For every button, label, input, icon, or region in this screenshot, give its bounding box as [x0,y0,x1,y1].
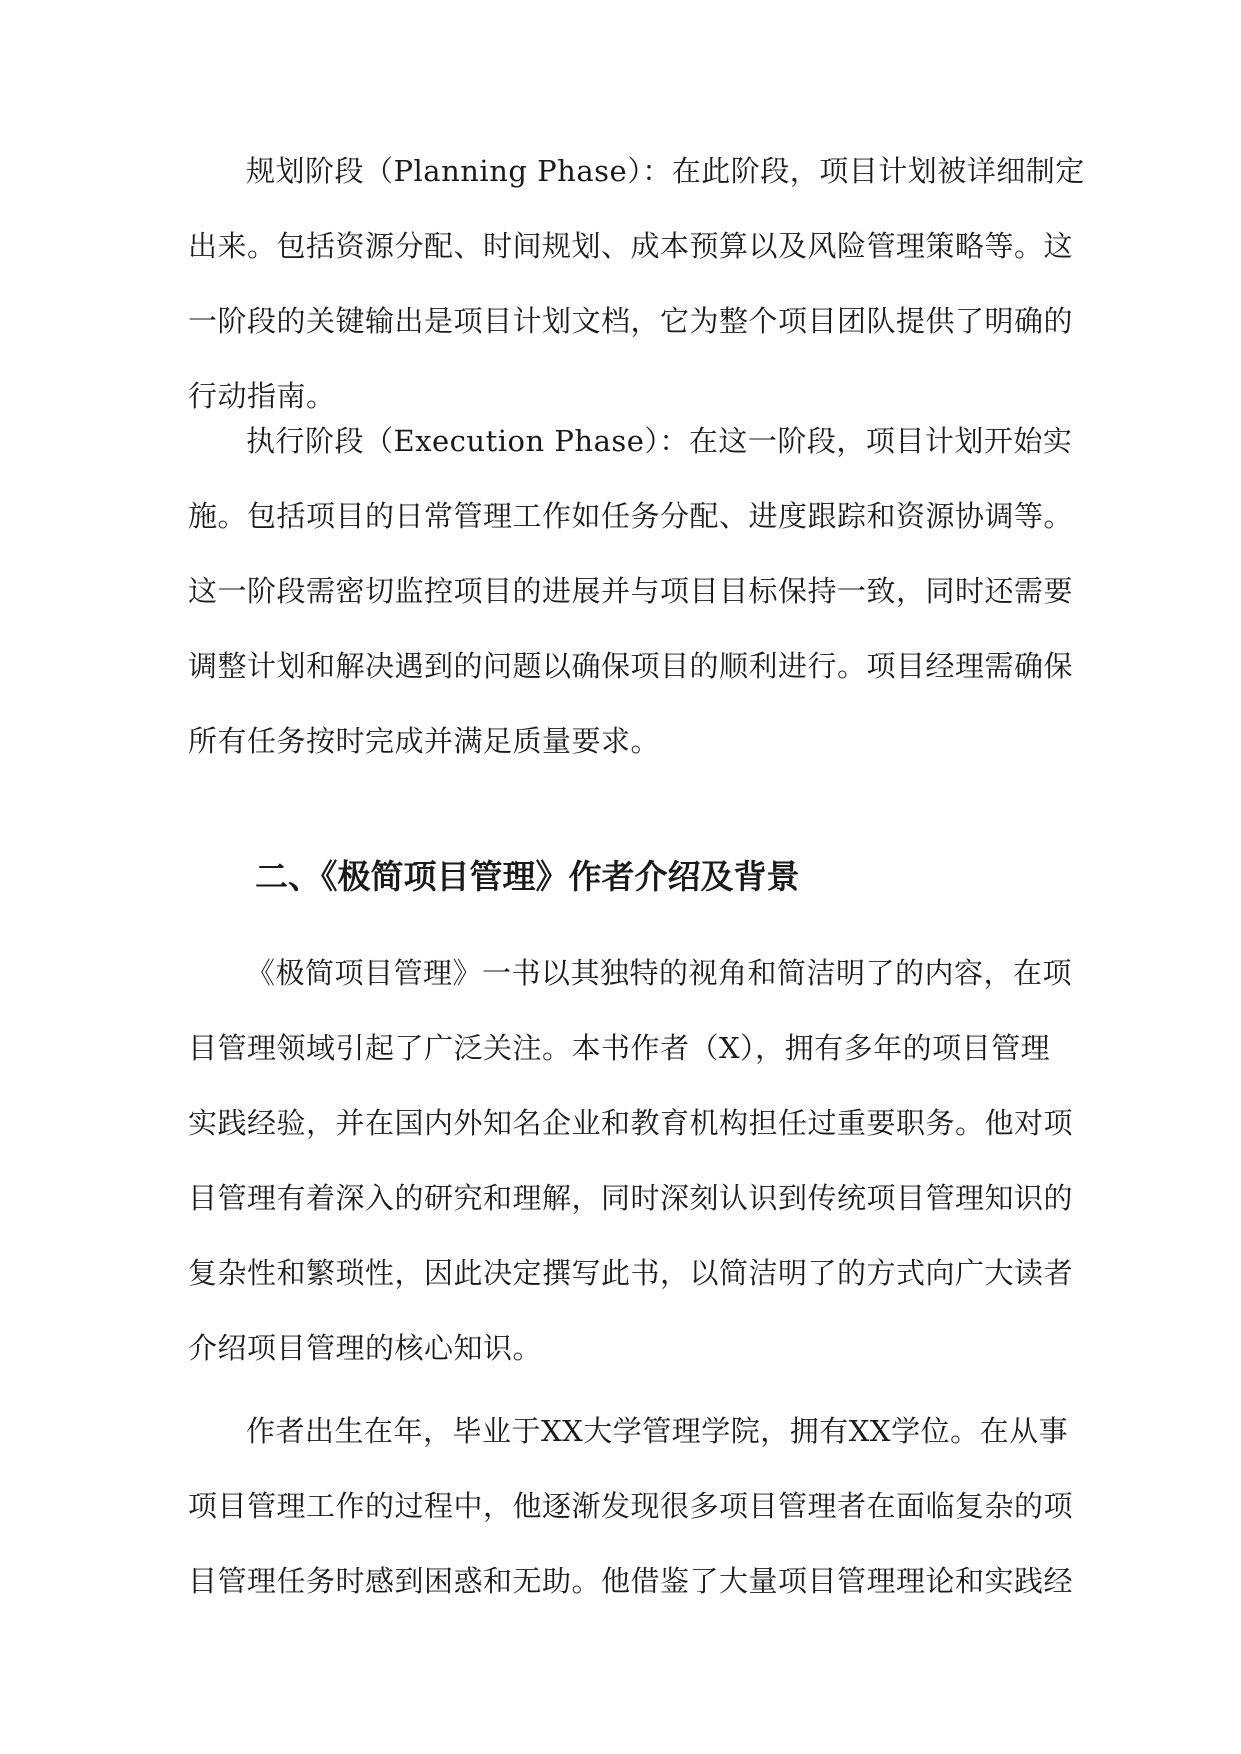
text-line: 项目管理工作的过程中，他逐渐发现很多项目管理者在面临复杂的项 [188,1489,1074,1523]
text-line: 复杂性和繁琐性，因此决定撰写此书，以简洁明了的方式向广大读者 [188,1256,1074,1290]
paragraph-book-intro [188,936,1074,1386]
text-line: 所有任务按时完成并满足质量要求。 [188,724,661,758]
paragraph-author-background [188,1394,1074,1619]
text-line: 行动指南。 [188,379,336,413]
text-line: 规划阶段（Planning Phase）：在此阶段，项目计划被详细制定 [246,154,1085,188]
text-line: 一阶段的关键输出是项目计划文档，它为整个项目团队提供了明确的 [188,304,1074,338]
paragraph-execution-phase [188,404,1074,779]
text-line: 作者出生在年，毕业于XX大学管理学院，拥有XX学位。在从事 [246,1414,1069,1448]
text-line: 目管理领域引起了广泛关注。本书作者（X），拥有多年的项目管理 [188,1031,1051,1065]
text-line: 实践经验，并在国内外知名企业和教育机构担任过重要职务。他对项 [188,1106,1074,1140]
text-line: 目管理任务时感到困惑和无助。他借鉴了大量项目管理理论和实践经 [188,1564,1074,1598]
text-line: 执行阶段（Execution Phase）：在这一阶段，项目计划开始实 [246,424,1073,458]
text-line: 施。包括项目的日常管理工作如任务分配、进度跟踪和资源协调等。 [188,499,1074,533]
text-line: 目管理有着深入的研究和理解，同时深刻认识到传统项目管理知识的 [188,1181,1074,1215]
text-line: 《极简项目管理》一书以其独特的视角和简洁明了的内容，在项 [246,956,1073,990]
paragraph-planning-phase [188,134,1085,434]
text-line: 介绍项目管理的核心知识。 [188,1331,543,1365]
text-line: 调整计划和解决遇到的问题以确保项目的顺利进行。项目经理需确保 [188,649,1074,683]
text-line: 这一阶段需密切监控项目的进展并与项目目标保持一致，同时还需要 [188,574,1074,608]
section-heading: 二、《极简项目管理》作者介绍及背景 [255,857,800,896]
text-line: 出来。包括资源分配、时间规划、成本预算以及风险管理策略等。这 [188,229,1074,263]
